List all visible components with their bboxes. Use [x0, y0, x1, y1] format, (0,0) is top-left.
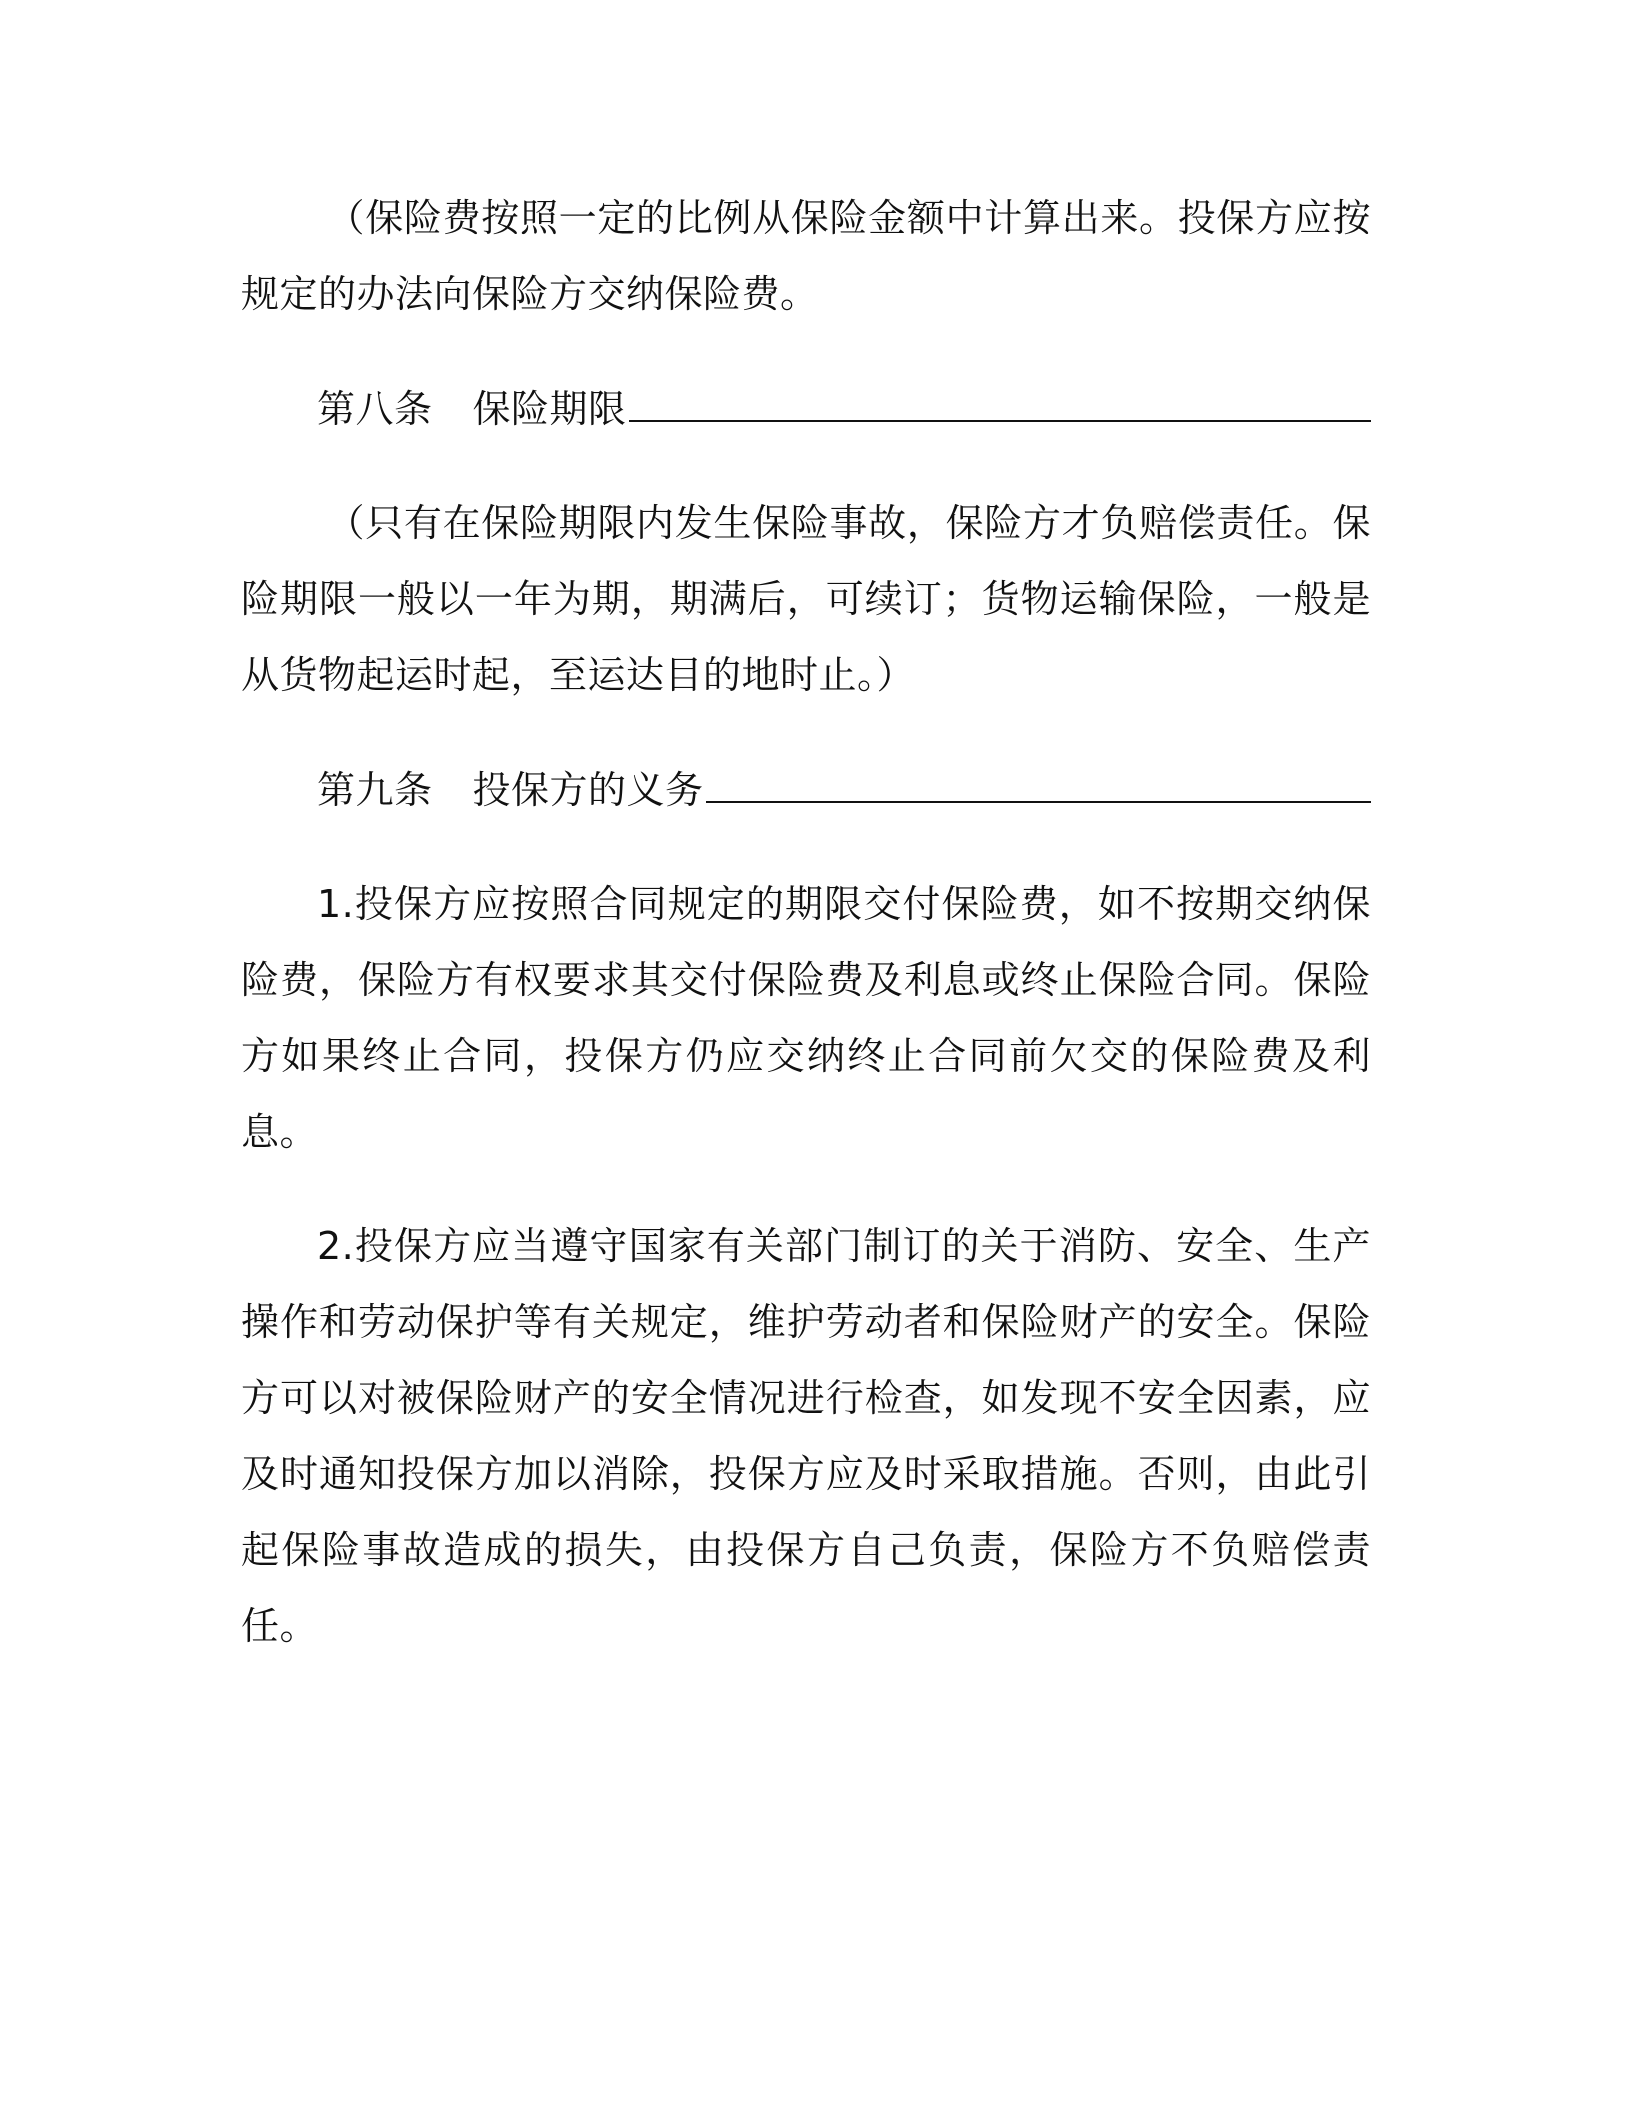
premium-note-paragraph: （保险费按照一定的比例从保险金额中计算出来。投保方应按规定的办法向保险方交纳保险费。	[241, 196, 1371, 316]
obligation-2-paragraph: 2.投保方应当遵守国家有关部门制订的关于消防、安全、生产操作和劳动保护等有关规定，维护劳动者和保险财产的安全。保险方可以对被保险财产的安全情况进行检查，如发现不安全因素，应及时通知投保方加以消除，投保方应及时采取措施。否则，由此引起保险事故造成的损失，由投保方自己负责，保险方不负赔偿责任。	[241, 1224, 1371, 1648]
article-9-number: 第九条	[317, 768, 433, 812]
article-8-number: 第八条	[317, 387, 433, 431]
article-9-fill-blank	[706, 751, 1371, 803]
obligation-1-paragraph: 1.投保方应按照合同规定的期限交付保险费，如不按期交纳保险费，保险方有权要求其交付保险费及利息或终止保险合同。保险方如果终止合同，投保方仍应交纳终止合同前欠交的保险费及利息。	[241, 882, 1371, 1154]
article-8-heading	[241, 370, 1371, 447]
article-9-heading	[241, 751, 1371, 828]
insurance-period-note-paragraph: （只有在保险期限内发生保险事故，保险方才负赔偿责任。保险期限一般以一年为期，期满后，可续订；货物运输保险，一般是从货物起运时起，至运达目的地时止。）	[241, 501, 1371, 697]
document-body	[241, 180, 1371, 1702]
article-9-title: 投保方的义务	[472, 768, 704, 812]
article-8-title: 保险期限	[472, 387, 627, 431]
article-8-fill-blank	[629, 370, 1371, 422]
